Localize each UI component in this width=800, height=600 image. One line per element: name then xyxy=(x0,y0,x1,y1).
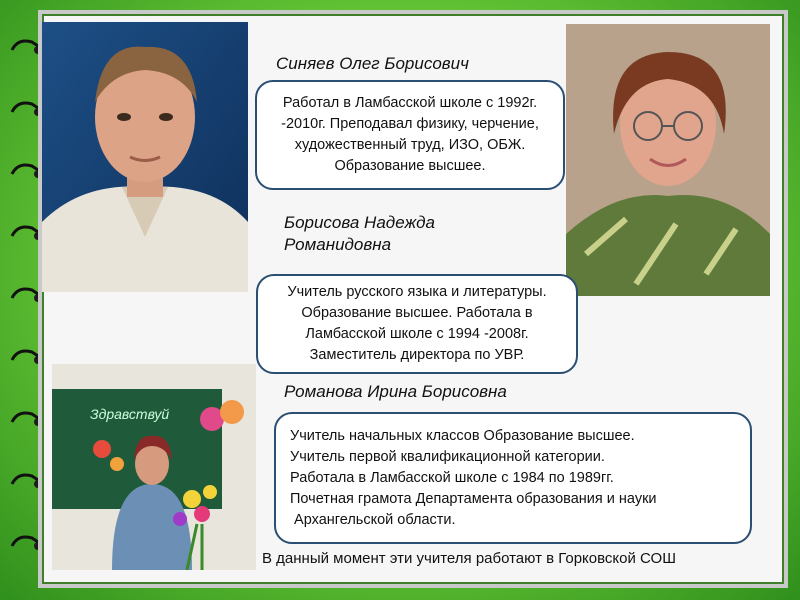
teacher-1-bio xyxy=(255,80,565,190)
teacher-photo-2 xyxy=(566,24,770,296)
teacher-3-bio-line: Работала в Ламбасской школе с 1984 по 1989гг. xyxy=(290,469,614,486)
teacher-3-bio xyxy=(274,412,752,544)
teacher-3-bio-line: Учитель первой квалификационной категории. xyxy=(290,448,605,465)
teacher-1-bio-text: Работал в Ламбасской школе с 1992г. -2010г. Преподавал физику, черчение, художественный труд, ИЗО, ОБЖ. Образование высшее. xyxy=(281,94,539,175)
footer-note: В данный момент эти учителя работают в Горковской СОШ xyxy=(262,550,676,567)
teacher-1-name: Синяев Олег Борисович xyxy=(276,54,469,73)
teacher-photo-3 xyxy=(52,364,256,570)
teacher-2-bio xyxy=(256,274,578,374)
teacher-photo-1 xyxy=(42,22,248,292)
teacher-3-bio-line: Архангельской области. xyxy=(290,511,456,528)
teacher-3-name: Романова Ирина Борисовна xyxy=(284,382,507,401)
teacher-3-bio-line: Учитель начальных классов Образование высшее. xyxy=(290,427,635,444)
teacher-2-bio-text: Учитель русского языка и литературы. Образование высшее. Работала в Ламбасской школе с 1994 -2008г. Заместитель директора по УВР. xyxy=(287,283,547,364)
teacher-3-bio-line: Почетная грамота Департамента образования и науки xyxy=(290,490,657,507)
teacher-2-name: Борисова Надежда Романидовна xyxy=(284,213,435,254)
svg-text:Здравствуй: Здравствуй xyxy=(90,406,170,422)
